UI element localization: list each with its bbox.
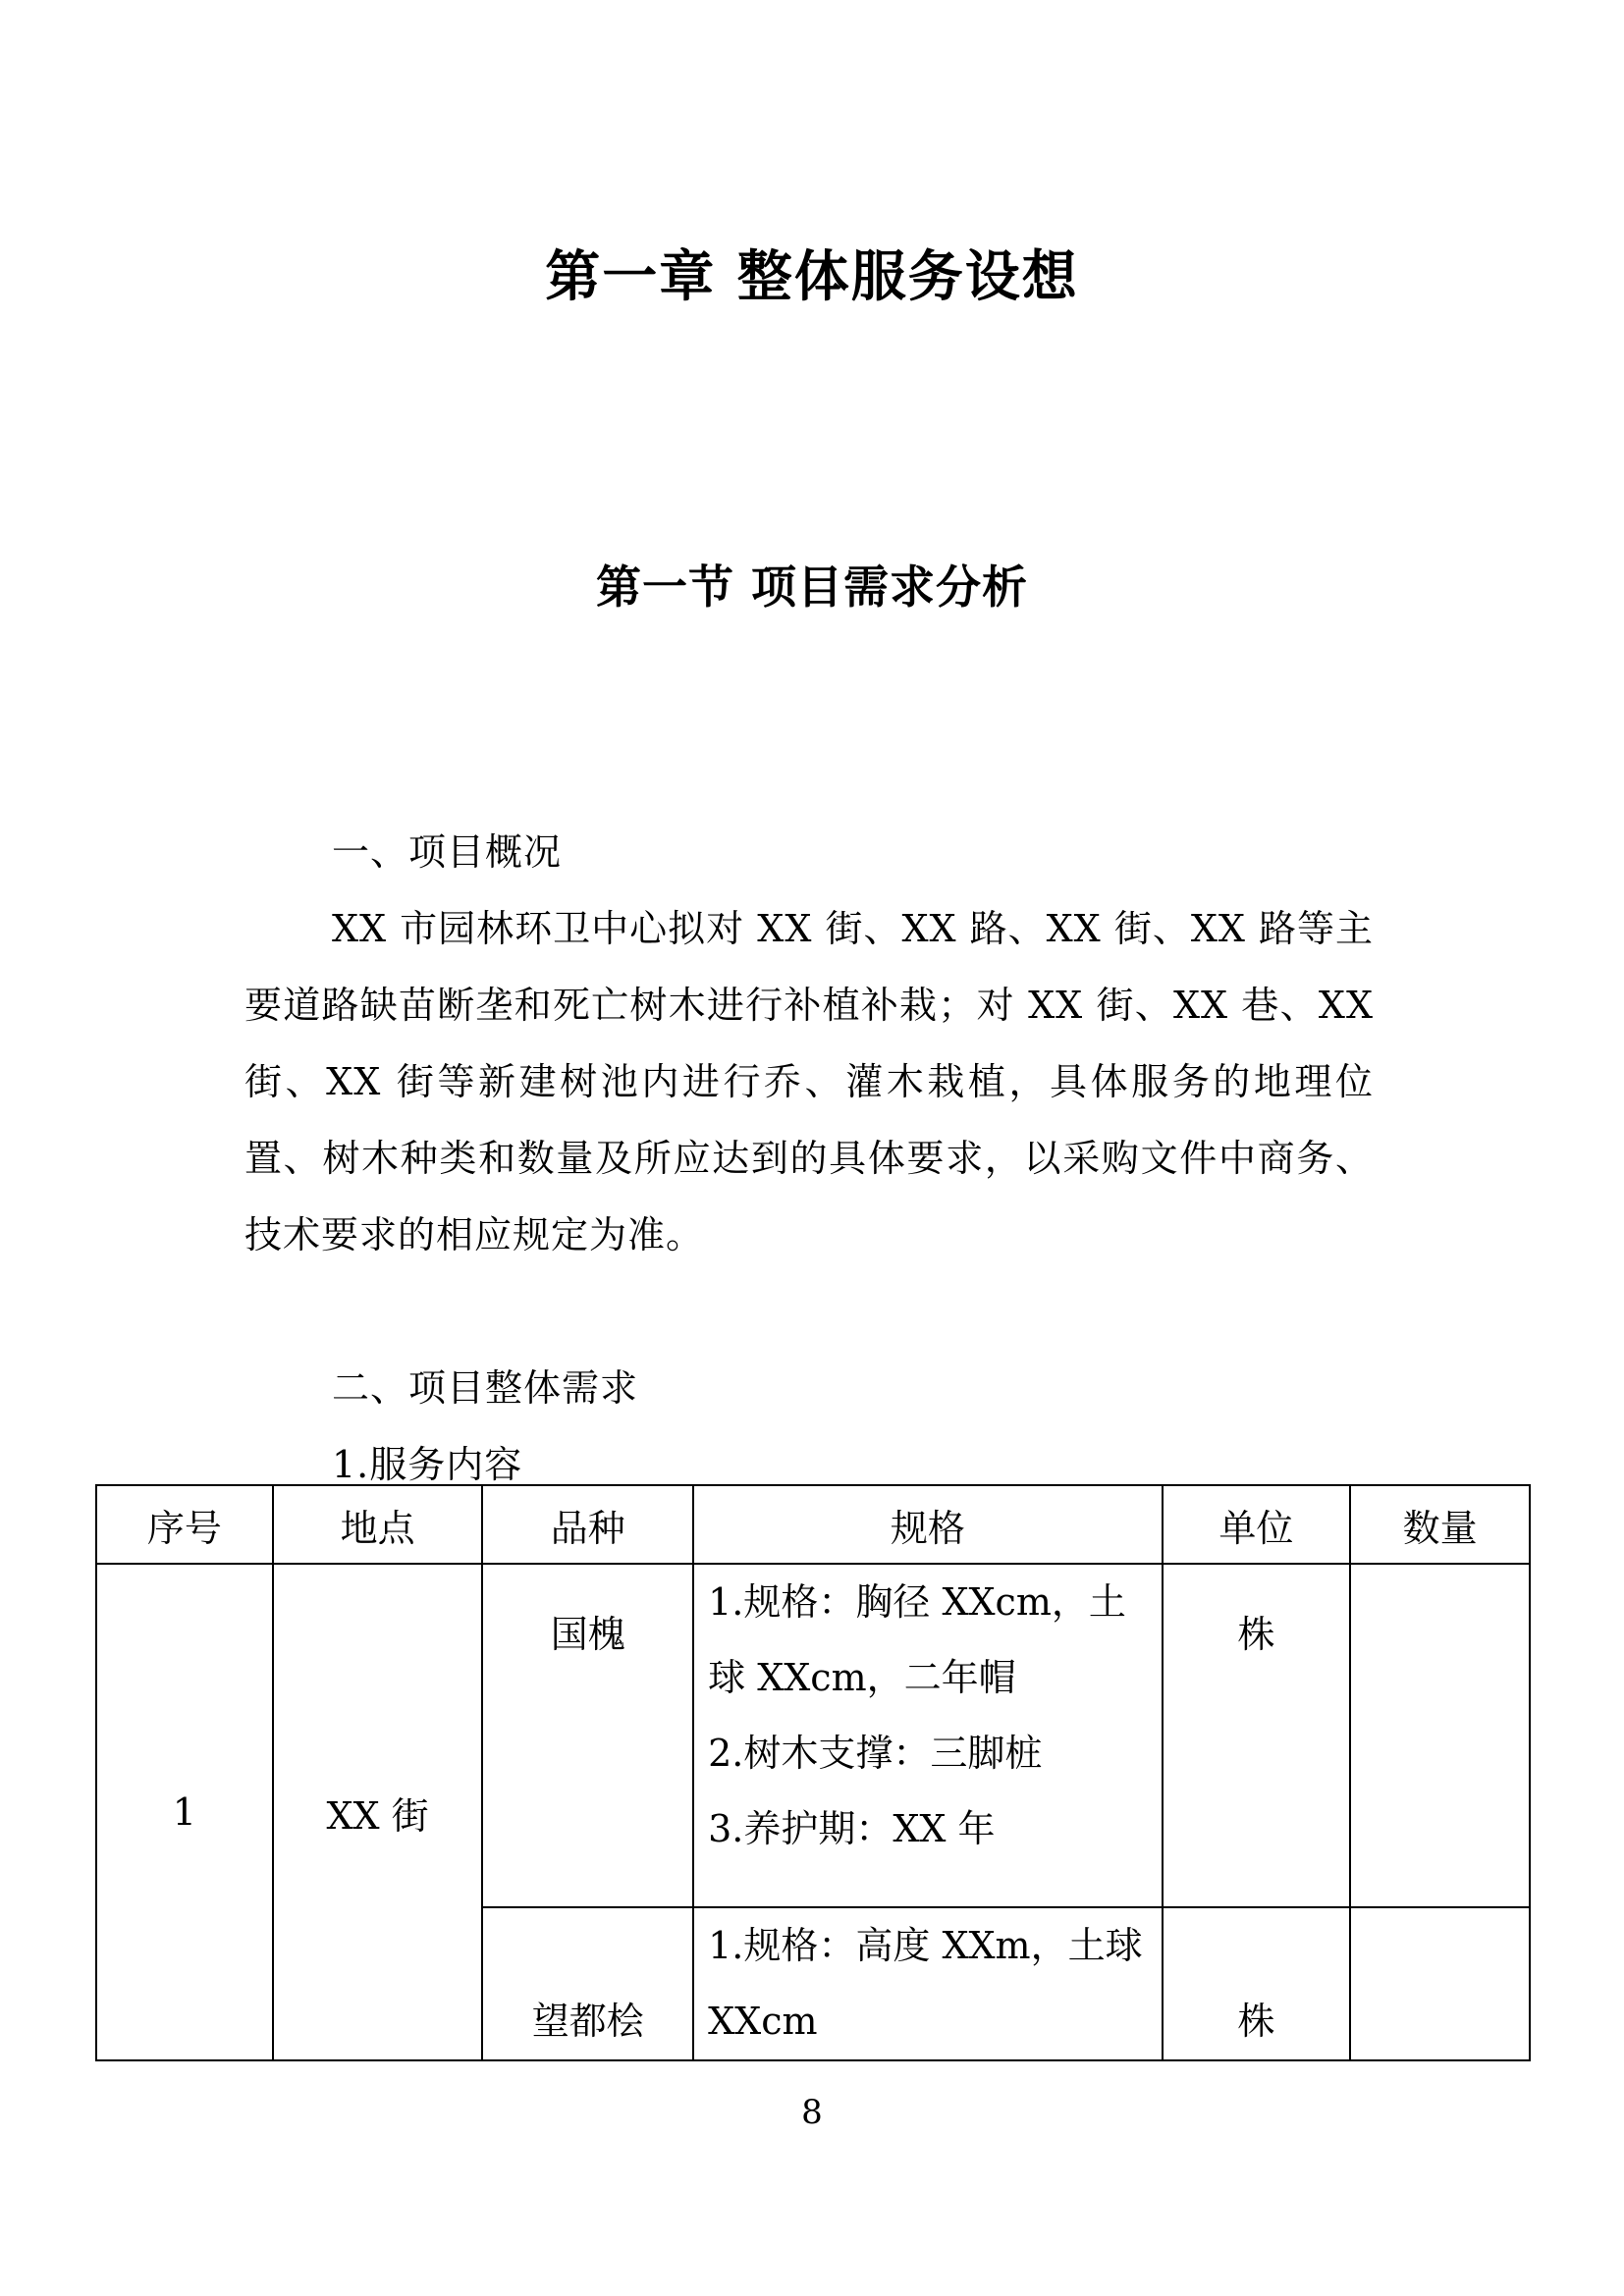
- cell-variety: 望都桧: [482, 1907, 693, 2060]
- cell-index: 1: [96, 1564, 273, 2060]
- heading-project-overview: 一、项目概况: [332, 830, 563, 874]
- service-content-table: [95, 1484, 1531, 2061]
- cell-location: XX 街: [273, 1564, 483, 2060]
- cell-unit: 株: [1163, 1564, 1351, 1907]
- section-title: 第一节 项目需求分析: [595, 561, 1028, 614]
- header-variety: 品种: [482, 1485, 693, 1564]
- header-quantity: 数量: [1350, 1485, 1530, 1564]
- heading-service-content: 1.服务内容: [332, 1443, 523, 1486]
- header-unit: 单位: [1163, 1485, 1351, 1564]
- heading-project-requirements: 二、项目整体需求: [332, 1366, 639, 1410]
- spec-line: 3.养护期：XX 年: [708, 1807, 996, 1850]
- spec-line: 1.规格：胸径 XXcm，土球 XXcm，二年帽: [708, 1580, 1126, 1699]
- cell-spec: [693, 1907, 1162, 2060]
- spec-line: 1.规格：高度 XXm，土球 XXcm: [708, 1924, 1143, 2043]
- cell-spec: [693, 1564, 1162, 1907]
- header-spec: 规格: [693, 1485, 1162, 1564]
- cell-quantity: [1350, 1907, 1530, 2060]
- spec-line: 2.树木支撑：三脚桩: [708, 1732, 1043, 1775]
- page-number: 8: [801, 2093, 823, 2132]
- table-header-row: [96, 1485, 1530, 1564]
- cell-variety: 国槐: [482, 1564, 693, 1907]
- header-index: 序号: [96, 1485, 273, 1564]
- chapter-title: 第一章 整体服务设想: [545, 245, 1079, 309]
- table-row: [96, 1564, 1530, 1907]
- cell-quantity: [1350, 1564, 1530, 1907]
- cell-unit: 株: [1163, 1907, 1351, 2060]
- overview-paragraph: XX 市园林环卫中心拟对 XX 街、XX 路、XX 街、XX 路等主要道路缺苗断垄和死亡树木进行补植补栽；对 XX 街、XX 巷、XX 街、XX 街等新建树池内进行乔、灌木栽植，具体服务的地理位置、树木种类和数量及所应达到的具体要求，以采购文件中商务、技术要求的相应规定为准。: [244, 907, 1375, 1256]
- header-location: 地点: [273, 1485, 483, 1564]
